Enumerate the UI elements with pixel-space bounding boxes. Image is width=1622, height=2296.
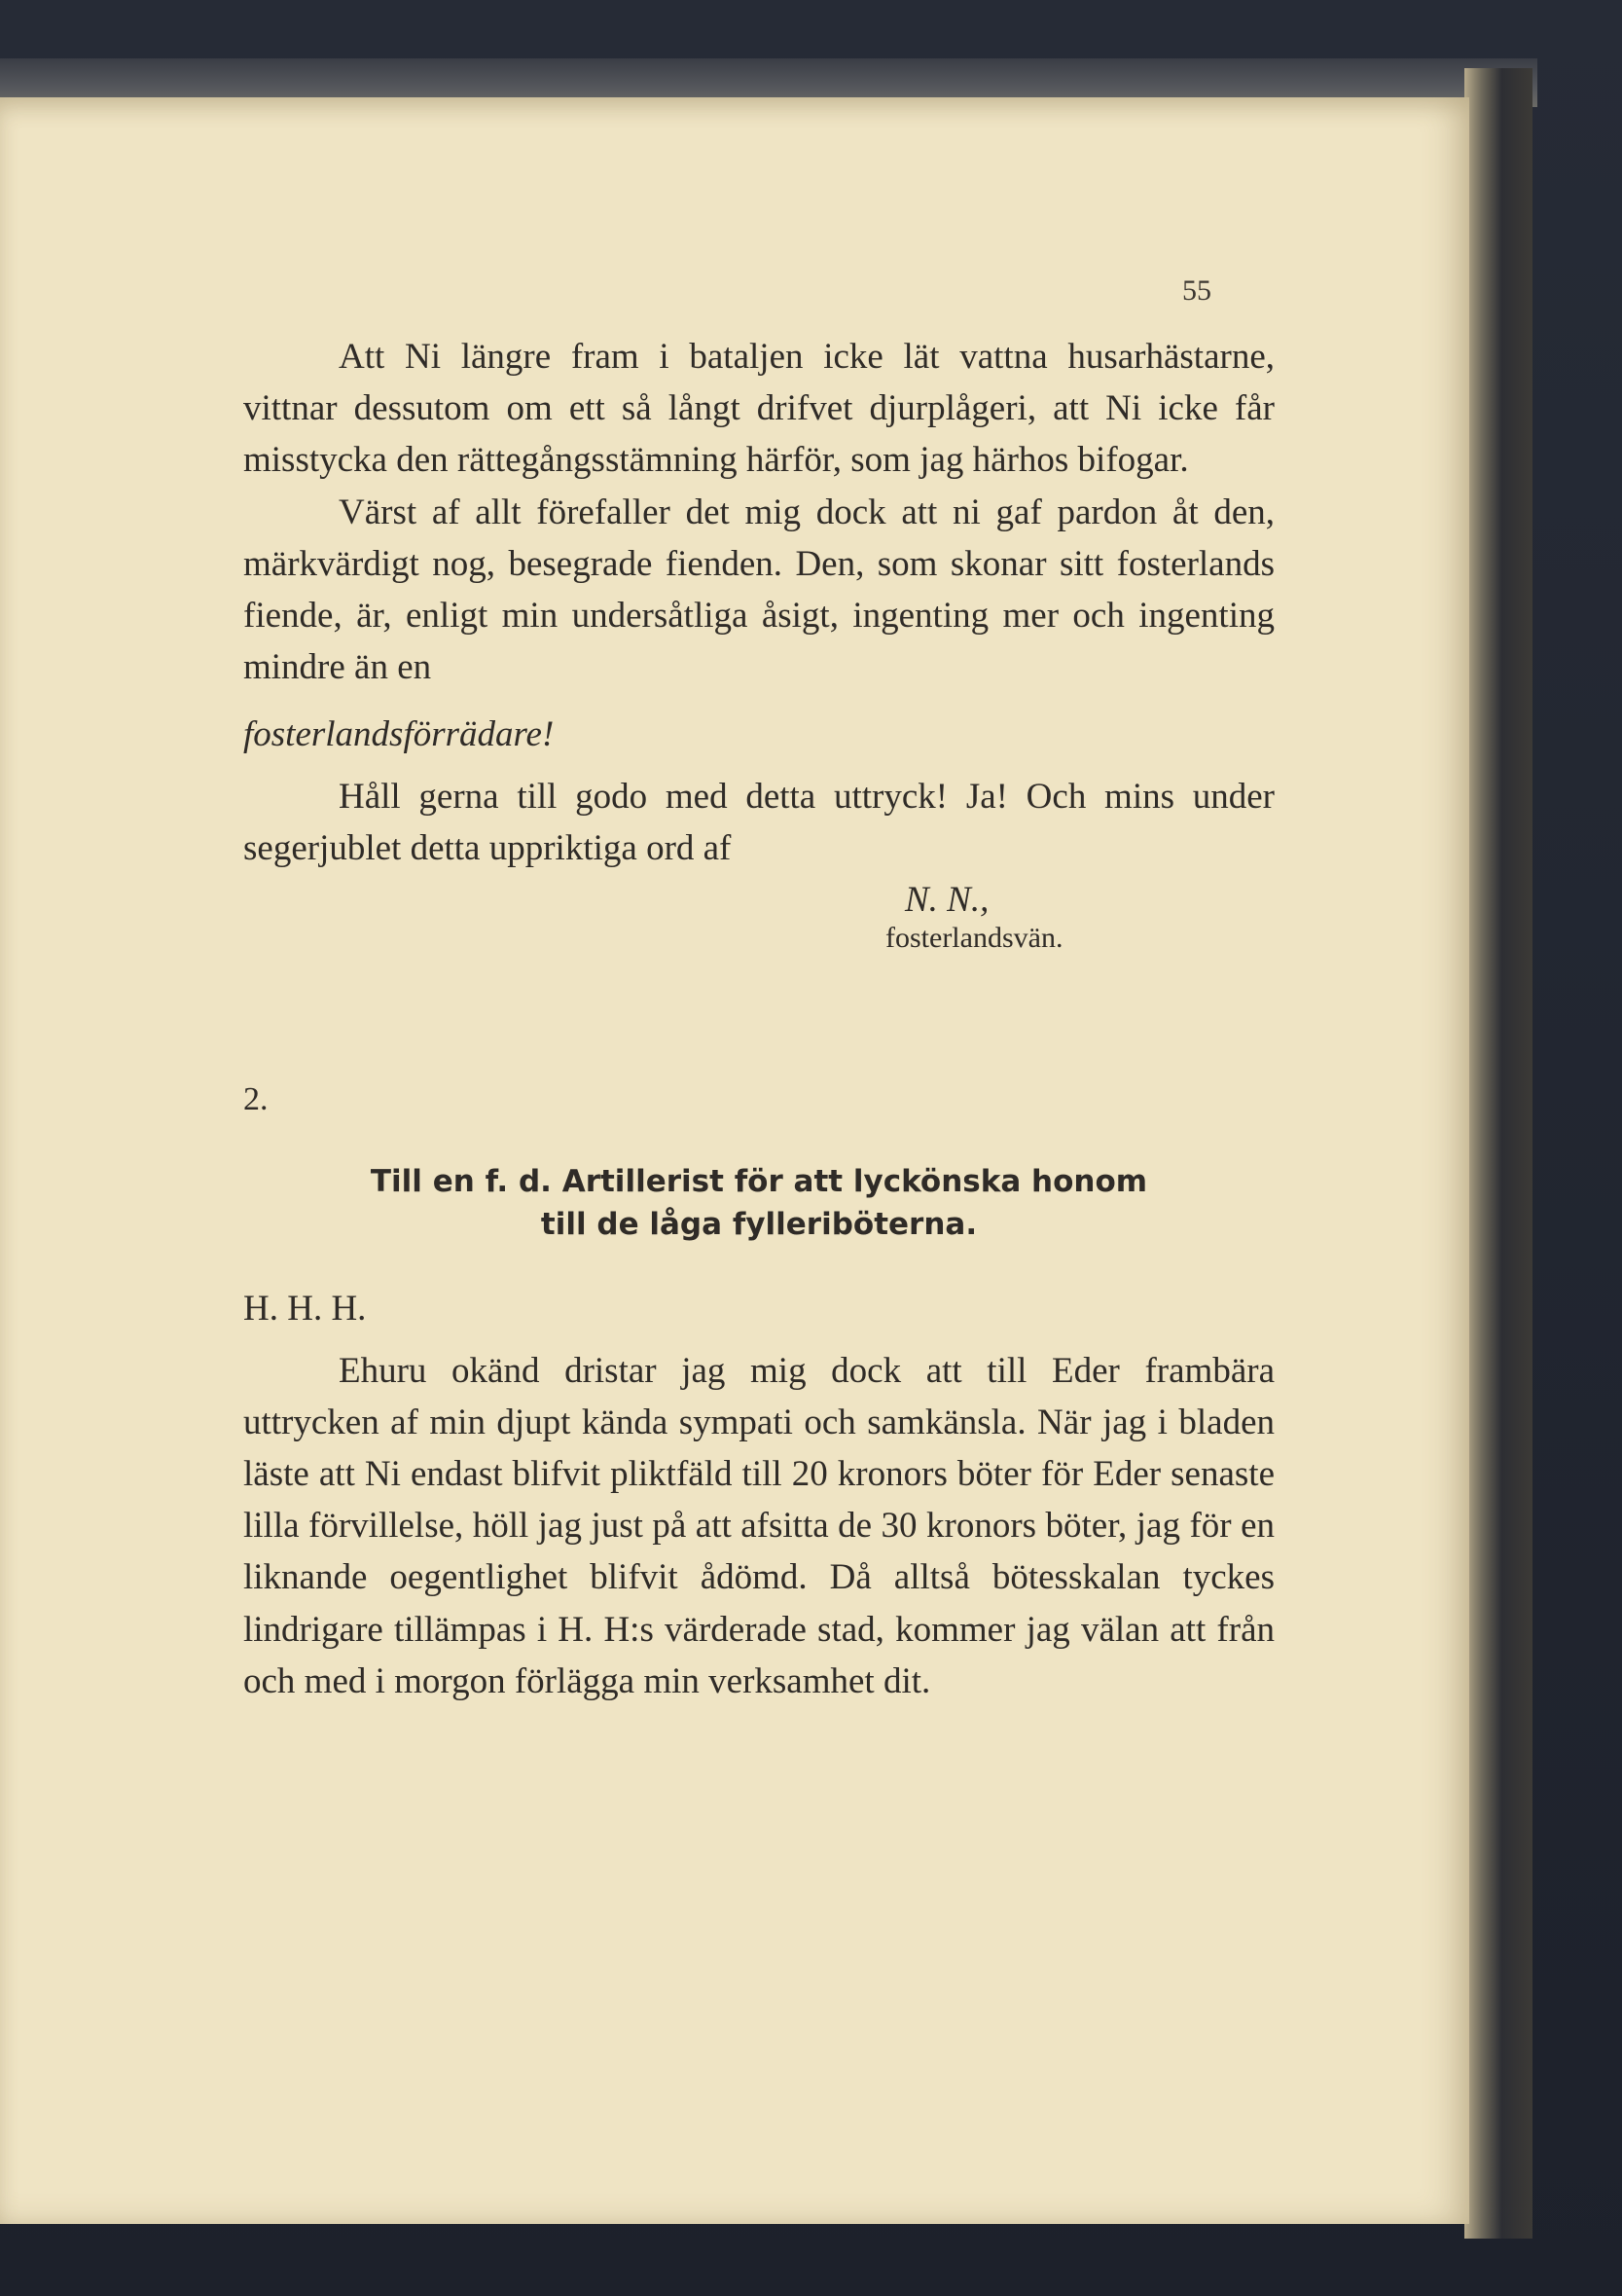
letter1-signature-title: fosterlandsvän. bbox=[885, 922, 1063, 955]
page-text bbox=[243, 331, 1275, 1707]
letter1-paragraph-2: Värst af allt förefaller det mig dock att ni gaf pardon åt den, märkvärdigt nog, besegrade fienden. Den, som skonar sitt fosterlands fiende, är, enligt min undersåtliga åsigt, ingenting mer och ingenting mindre än en bbox=[243, 492, 1275, 688]
letter2-salutation: H. H. H. bbox=[243, 1289, 367, 1330]
letter2-paragraph-1: Ehuru okänd dristar jag mig dock att till Eder frambära uttrycken af min djupt kända sympati och samkänsla. När jag i bladen läste att Ni endast blifvit pliktfäld till 20 kronors böter för Eder senaste lilla förvillelse, höll jag just på att afsitta de 30 kronors böter, jag för en liknande oegentlighet blifvit ådömd. Då alltså bötesskalan tyckes lindrigare tillämpas i H. H:s värderade stad, kommer jag välan att från och med i morgon förlägga min verksamhet dit. bbox=[243, 1350, 1275, 1701]
letter2-heading bbox=[243, 1160, 1275, 1246]
letter1-paragraph-1: Att Ni längre fram i bataljen icke lät vattna husarhästarne, vittnar dessutom om ett så långt drifvet djurplågeri, att Ni icke får misstycka den rättegångsstämning härför, som jag härhos bifogar. bbox=[243, 337, 1275, 481]
letter1-emphasis: fosterlandsförrädare! bbox=[243, 714, 555, 755]
letter2-heading-line-1: Till en f. d. Artillerist för att lyckönska honom bbox=[370, 1164, 1148, 1200]
letter2-number: 2. bbox=[243, 1081, 269, 1118]
page-number: 55 bbox=[1182, 274, 1211, 307]
book-binding bbox=[1464, 68, 1532, 2239]
letter2-heading-line-2: till de låga fylleriböterna. bbox=[540, 1207, 978, 1243]
letter1-signature-name: N. N., bbox=[905, 880, 990, 921]
letter1-paragraph-3: Håll gerna till godo med detta uttryck! Ja! Och mins under segerjublet detta uppriktiga ord af bbox=[243, 776, 1275, 868]
